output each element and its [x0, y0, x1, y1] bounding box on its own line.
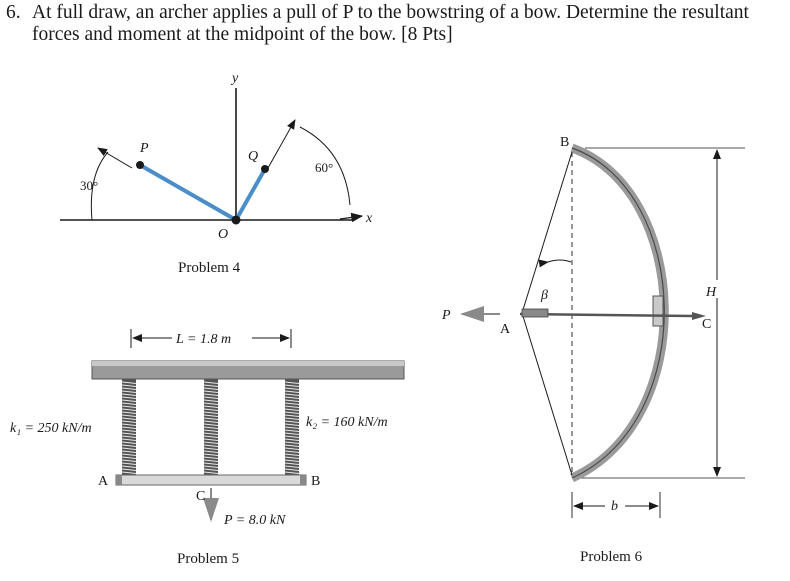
p5-k1-label: k₁ = 250 kN/m [10, 421, 92, 436]
p4-caption: Problem 4 [178, 260, 241, 276]
p6-label-p: P [442, 308, 451, 323]
p6-beta-arc [548, 260, 571, 262]
p6-label-c-point: C [702, 317, 712, 332]
p4-angle-label-left: 30° [80, 178, 99, 193]
p6-arrow-fletching [522, 309, 548, 317]
p5-lower-bar [116, 475, 306, 485]
p4-x-axis [340, 216, 362, 219]
p6-label-beta: β [541, 288, 548, 303]
p5-label-a: A [98, 474, 109, 489]
p6-bow-grip [653, 296, 663, 326]
p6-label-a-point: A [500, 322, 511, 337]
question-line-2: forces and moment at the midpoint of the bow. [8 Pts] [32, 24, 453, 45]
p6-label-h: H [706, 285, 717, 300]
p4-label-p: P [140, 141, 149, 156]
p4-member-oq [236, 169, 265, 220]
p4-label-x: x [366, 211, 373, 226]
p6-bowstring-lower [522, 313, 572, 475]
p5-load-label: P = 8.0 kN [224, 513, 286, 528]
p5-k2-label: k₂ = 160 kN/m [306, 415, 388, 430]
question-line-1: At full draw, an archer applies a pull of P to the bowstring of a bow. Determine the resultant [32, 2, 749, 23]
p5-length-label: L = 1.8 m [176, 332, 232, 347]
p6-bow-limb [572, 148, 664, 478]
question-number: 6. [6, 2, 21, 23]
p4-point-q [261, 165, 269, 173]
p5-label-c: C [196, 489, 206, 504]
p4-label-o: O [218, 227, 229, 242]
p4-member-op [140, 165, 236, 220]
p4-angle-label-right: 60° [315, 160, 334, 175]
p4-ref-arrow-right [268, 120, 295, 168]
p4-label-q: Q [248, 149, 259, 164]
p4-point-p [136, 161, 144, 169]
p4-point-o [232, 216, 241, 225]
p6-label-b-dim: b [611, 499, 618, 514]
p4-label-y: y [232, 71, 239, 86]
p6-caption: Problem 6 [580, 549, 643, 565]
p5-caption: Problem 5 [177, 551, 240, 567]
p6-label-b-point: B [560, 135, 570, 150]
p5-label-b: B [311, 474, 321, 489]
